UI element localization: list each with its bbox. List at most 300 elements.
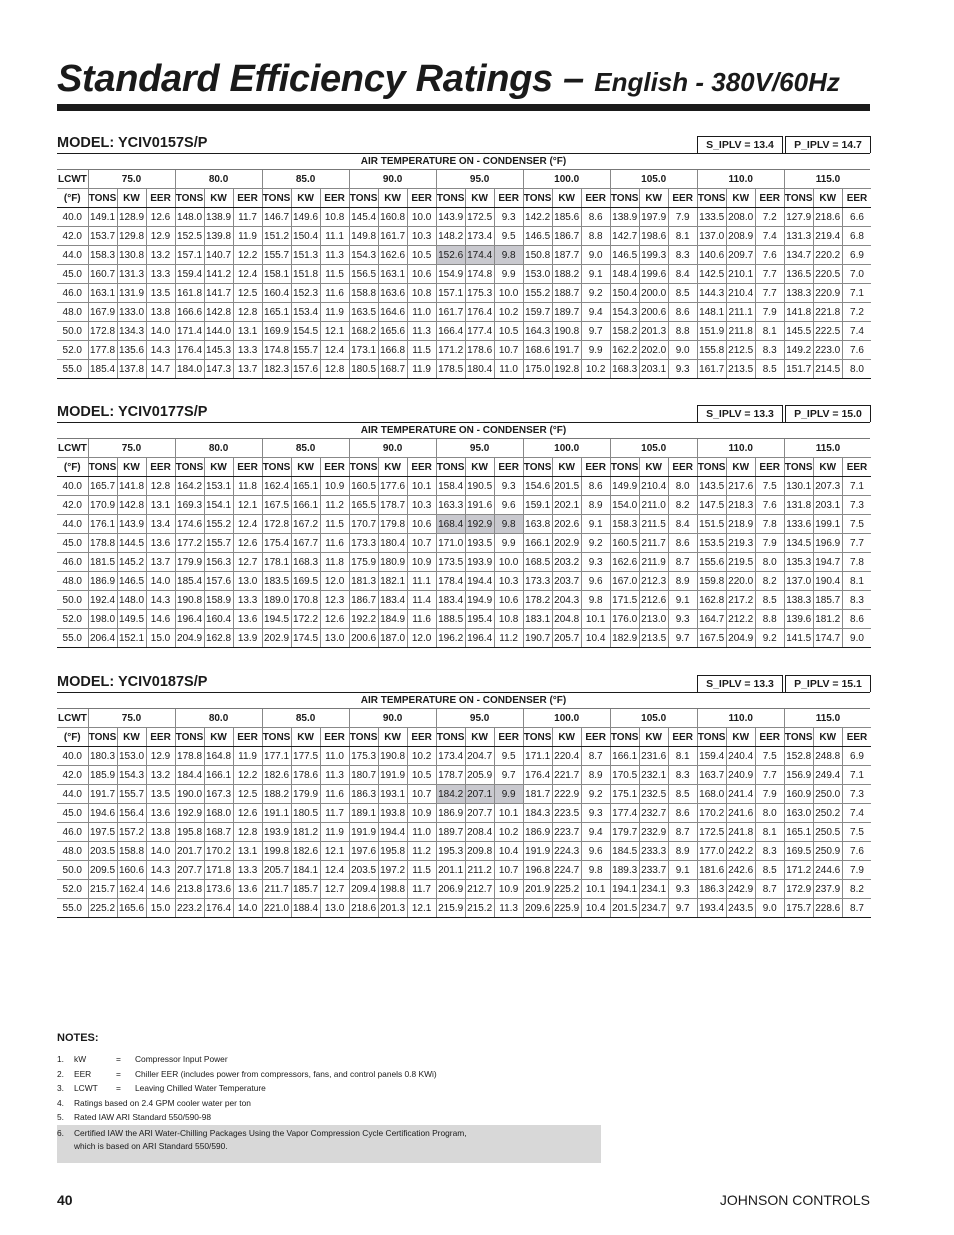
table-cell: 11.6 [320, 534, 349, 553]
table-cell: 10.8 [320, 208, 349, 227]
table-cell: 11.8 [233, 477, 262, 496]
sub-header: KW [117, 458, 146, 477]
table-cell: 218.6 [813, 208, 842, 227]
table-cell: 196.8 [523, 861, 552, 880]
table-cell: 10.0 [407, 208, 436, 227]
table-cell: 163.1 [88, 284, 117, 303]
air-temp-header: 115.0 [784, 170, 871, 189]
table-cell: 170.7 [349, 515, 378, 534]
table-cell: 159.4 [175, 265, 204, 284]
table-cell: 209.4 [349, 880, 378, 899]
table-cell: 171.2 [784, 861, 813, 880]
table-cell: 12.5 [233, 785, 262, 804]
table-cell: 13.0 [233, 572, 262, 591]
table-cell: 9.7 [494, 766, 523, 785]
sub-header: TONS [262, 189, 291, 208]
table-cell: 8.5 [668, 785, 697, 804]
table-cell: 181.3 [349, 572, 378, 591]
table-row [57, 284, 871, 303]
lcwt-cell: 50.0 [57, 591, 88, 610]
lcwt-cell: 52.0 [57, 341, 88, 360]
table-cell: 185.7 [291, 880, 320, 899]
sub-header: TONS [262, 458, 291, 477]
sub-header: TONS [88, 458, 117, 477]
table-cell: 12.4 [320, 341, 349, 360]
table-cell: 160.5 [349, 477, 378, 496]
table-cell: 168.0 [697, 785, 726, 804]
table-cell: 182.9 [610, 629, 639, 648]
table-cell: 158.3 [88, 246, 117, 265]
table-cell: 8.7 [668, 553, 697, 572]
table-cell: 144.3 [697, 284, 726, 303]
table-cell: 8.6 [668, 303, 697, 322]
table-cell: 160.9 [784, 785, 813, 804]
lcwt-cell: 42.0 [57, 227, 88, 246]
table-cell: 11.3 [407, 322, 436, 341]
table-cell: 207.7 [465, 804, 494, 823]
table-cell: 240.9 [726, 766, 755, 785]
table-cell: 179.9 [175, 553, 204, 572]
table-cell: 7.7 [755, 766, 784, 785]
sub-header: KW [639, 189, 668, 208]
model-name: MODEL: YCIV0157S/P [57, 135, 208, 151]
table-cell: 164.8 [204, 747, 233, 766]
table-cell: 9.8 [581, 861, 610, 880]
table-cell: 178.4 [436, 572, 465, 591]
table-cell: 167.0 [610, 572, 639, 591]
table-cell: 173.1 [349, 341, 378, 360]
title-sub: English - 380V/60Hz [594, 67, 840, 97]
table-cell: 171.4 [175, 322, 204, 341]
table-cell: 155.7 [262, 246, 291, 265]
table-row [57, 842, 871, 861]
table-cell: 188.2 [552, 265, 581, 284]
table-cell: 161.7 [436, 303, 465, 322]
table-cell: 188.2 [262, 785, 291, 804]
table-cell: 11.0 [494, 360, 523, 379]
sub-header: EER [494, 728, 523, 747]
table-cell: 13.5 [146, 284, 175, 303]
table-cell: 200.0 [639, 284, 668, 303]
lcwt-cell: 46.0 [57, 553, 88, 572]
table-cell: 179.7 [610, 823, 639, 842]
table-cell: 180.4 [465, 360, 494, 379]
table-cell: 148.0 [117, 591, 146, 610]
table-cell: 6.8 [842, 227, 871, 246]
table-cell: 220.2 [813, 246, 842, 265]
table-cell: 149.6 [291, 208, 320, 227]
sub-header: TONS [784, 189, 813, 208]
table-cell: 192.4 [88, 591, 117, 610]
sub-header: TONS [523, 728, 552, 747]
table-cell: 9.1 [668, 591, 697, 610]
table-cell: 9.9 [494, 785, 523, 804]
table-cell: 164.7 [697, 610, 726, 629]
table-cell: 7.2 [755, 208, 784, 227]
table-cell: 183.4 [378, 591, 407, 610]
table-cell: 222.5 [813, 322, 842, 341]
table-cell: 128.9 [117, 208, 146, 227]
table-cell: 167.2 [291, 515, 320, 534]
table-cell: 164.2 [175, 477, 204, 496]
table-row [57, 208, 871, 227]
table-cell: 207.7 [175, 861, 204, 880]
table-cell: 158.4 [436, 477, 465, 496]
table-cell: 12.7 [320, 880, 349, 899]
table-cell: 8.7 [842, 899, 871, 918]
table-cell: 198.8 [378, 880, 407, 899]
table-cell: 207.3 [813, 477, 842, 496]
table-cell: 11.9 [233, 227, 262, 246]
table-cell: 9.6 [494, 496, 523, 515]
table-cell: 237.9 [813, 880, 842, 899]
table-cell: 142.8 [204, 303, 233, 322]
table-cell: 168.0 [204, 804, 233, 823]
table-cell: 11.5 [407, 861, 436, 880]
table-cell: 214.5 [813, 360, 842, 379]
table-cell: 10.2 [407, 747, 436, 766]
table-cell: 175.0 [523, 360, 552, 379]
table-cell: 7.6 [755, 246, 784, 265]
table-cell: 182.6 [262, 766, 291, 785]
sub-header: EER [668, 189, 697, 208]
table-cell: 8.0 [668, 477, 697, 496]
note-number: 3. [57, 1083, 64, 1093]
table-cell: 8.1 [755, 823, 784, 842]
sub-header: EER [233, 189, 262, 208]
table-cell: 177.0 [697, 842, 726, 861]
table-cell: 9.6 [581, 842, 610, 861]
table-cell: 8.2 [668, 496, 697, 515]
table-cell: 202.9 [262, 629, 291, 648]
sub-header: KW [639, 728, 668, 747]
note-text: Certified IAW the ARI Water-Chilling Packages Using the Vapor Compression Cycle Certification Program, [74, 1127, 467, 1138]
sub-header: TONS [697, 189, 726, 208]
table-cell: 152.5 [175, 227, 204, 246]
table-cell: 9.8 [494, 246, 523, 265]
sub-header: TONS [88, 728, 117, 747]
table-cell: 185.6 [552, 208, 581, 227]
table-cell: 10.2 [581, 360, 610, 379]
table-cell: 178.6 [465, 341, 494, 360]
sub-header: TONS [175, 189, 204, 208]
table-cell: 209.6 [523, 899, 552, 918]
table-cell: 11.6 [407, 610, 436, 629]
unit-header: (°F) [57, 189, 88, 208]
table-cell: 14.7 [146, 360, 175, 379]
table-cell: 142.7 [610, 227, 639, 246]
table-cell: 164.6 [378, 303, 407, 322]
table-cell: 173.5 [436, 553, 465, 572]
table-cell: 10.4 [581, 629, 610, 648]
lcwt-cell: 52.0 [57, 880, 88, 899]
table-cell: 166.1 [204, 766, 233, 785]
table-cell: 191.9 [523, 842, 552, 861]
table-row [57, 246, 871, 265]
table-cell: 139.8 [204, 227, 233, 246]
note-abbr: LCWT [74, 1083, 98, 1093]
table-cell: 172.8 [88, 322, 117, 341]
table-cell: 145.3 [204, 341, 233, 360]
table-cell: 180.9 [378, 553, 407, 572]
sub-header: TONS [523, 189, 552, 208]
table-cell: 194.1 [610, 880, 639, 899]
table-cell: 220.5 [813, 265, 842, 284]
air-temp-header: 105.0 [610, 709, 697, 728]
table-cell: 155.2 [204, 515, 233, 534]
table-cell: 13.7 [233, 360, 262, 379]
table-cell: 167.9 [88, 303, 117, 322]
table-cell: 9.3 [581, 804, 610, 823]
table-cell: 13.6 [233, 610, 262, 629]
table-cell: 212.7 [465, 880, 494, 899]
table-cell: 165.1 [291, 477, 320, 496]
table-cell: 218.6 [349, 899, 378, 918]
table-cell: 12.1 [233, 496, 262, 515]
table-cell: 12.9 [146, 747, 175, 766]
sub-header: KW [726, 189, 755, 208]
table-cell: 194.5 [262, 610, 291, 629]
table-cell: 9.3 [668, 880, 697, 899]
note-text: Compressor Input Power [135, 1054, 228, 1064]
table-cell: 9.1 [581, 515, 610, 534]
table-cell: 250.5 [813, 823, 842, 842]
table-cell: 165.5 [349, 496, 378, 515]
table-cell: 166.8 [378, 341, 407, 360]
table-cell: 225.2 [552, 880, 581, 899]
table-cell: 162.8 [697, 591, 726, 610]
table-cell: 233.7 [639, 861, 668, 880]
air-temp-header: 110.0 [697, 709, 784, 728]
table-cell: 232.1 [639, 766, 668, 785]
table-cell: 179.8 [378, 515, 407, 534]
table-cell: 14.3 [146, 341, 175, 360]
table-cell: 165.1 [784, 823, 813, 842]
table-cell: 13.6 [233, 880, 262, 899]
table-cell: 190.8 [552, 322, 581, 341]
table-cell: 149.5 [117, 610, 146, 629]
table-cell: 177.1 [262, 747, 291, 766]
air-temp-header: 90.0 [349, 170, 436, 189]
table-cell: 176.1 [88, 515, 117, 534]
table-cell: 178.8 [175, 747, 204, 766]
table-cell: 10.4 [494, 842, 523, 861]
table-cell: 146.5 [117, 572, 146, 591]
table-cell: 212.2 [726, 610, 755, 629]
table-cell: 170.8 [291, 591, 320, 610]
table-cell: 184.5 [610, 842, 639, 861]
table-cell: 131.9 [117, 284, 146, 303]
table-cell: 9.7 [668, 899, 697, 918]
table-cell: 135.6 [117, 341, 146, 360]
table-cell: 129.8 [117, 227, 146, 246]
sub-header: TONS [436, 728, 465, 747]
table-cell: 169.5 [784, 842, 813, 861]
sub-header: EER [755, 728, 784, 747]
table-cell: 177.2 [175, 534, 204, 553]
table-cell: 11.0 [407, 823, 436, 842]
table-cell: 10.6 [494, 591, 523, 610]
table-cell: 215.9 [436, 899, 465, 918]
sub-header: EER [320, 189, 349, 208]
sub-header: TONS [610, 728, 639, 747]
table-row [57, 785, 871, 804]
table-cell: 211.5 [639, 515, 668, 534]
table-cell: 9.0 [668, 341, 697, 360]
table-cell: 8.1 [842, 572, 871, 591]
table-cell: 211.1 [726, 303, 755, 322]
air-temp-header: 115.0 [784, 709, 871, 728]
p-iplv: P_IPLV = 15.0 [785, 405, 871, 422]
table-cell: 202.0 [639, 341, 668, 360]
lcwt-header: LCWT [57, 439, 88, 458]
table-cell: 178.7 [436, 766, 465, 785]
model-name: MODEL: YCIV0177S/P [57, 404, 208, 420]
table-cell: 9.8 [581, 591, 610, 610]
table-cell: 11.1 [407, 572, 436, 591]
table-cell: 7.9 [842, 861, 871, 880]
table-cell: 205.9 [465, 766, 494, 785]
table-cell: 9.7 [581, 322, 610, 341]
table-cell: 9.0 [842, 629, 871, 648]
table-cell: 170.2 [204, 842, 233, 861]
table-cell: 193.8 [378, 804, 407, 823]
table-cell: 151.2 [262, 227, 291, 246]
table-cell: 175.9 [349, 553, 378, 572]
table-cell: 198.0 [88, 610, 117, 629]
table-cell: 6.6 [842, 208, 871, 227]
air-temp-header: 105.0 [610, 439, 697, 458]
model-section [57, 672, 870, 918]
table-cell: 215.7 [88, 880, 117, 899]
table-cell: 7.8 [755, 515, 784, 534]
sub-header: EER [581, 458, 610, 477]
sub-header: EER [668, 728, 697, 747]
air-temp-header: 100.0 [523, 439, 610, 458]
table-cell: 9.0 [755, 899, 784, 918]
table-cell: 176.4 [523, 766, 552, 785]
table-cell: 10.3 [407, 227, 436, 246]
sub-header: KW [378, 728, 407, 747]
table-cell: 141.2 [204, 265, 233, 284]
table-cell: 190.4 [813, 572, 842, 591]
sub-header: KW [204, 189, 233, 208]
air-temp-header: 90.0 [349, 709, 436, 728]
table-cell: 219.4 [813, 227, 842, 246]
sub-header: EER [407, 189, 436, 208]
table-cell: 211.7 [262, 880, 291, 899]
table-cell: 172.8 [262, 515, 291, 534]
sub-header: EER [320, 728, 349, 747]
table-cell: 10.0 [494, 284, 523, 303]
air-temp-header: 75.0 [88, 170, 175, 189]
lcwt-cell: 55.0 [57, 899, 88, 918]
table-cell: 171.0 [436, 534, 465, 553]
table-cell: 169.3 [175, 496, 204, 515]
company-name: JOHNSON CONTROLS [719, 1192, 870, 1208]
p-iplv: P_IPLV = 15.1 [785, 675, 871, 692]
table-cell: 181.5 [88, 553, 117, 572]
table-cell: 7.4 [755, 227, 784, 246]
table-cell: 163.3 [436, 496, 465, 515]
table-cell: 203.7 [552, 572, 581, 591]
note-item [57, 1081, 657, 1096]
table-cell: 231.6 [639, 747, 668, 766]
table-cell: 213.5 [726, 360, 755, 379]
table-cell: 242.2 [726, 842, 755, 861]
table-cell: 178.8 [88, 534, 117, 553]
table-cell: 8.5 [755, 360, 784, 379]
table-cell: 232.5 [639, 785, 668, 804]
note-item-certified [57, 1125, 601, 1163]
table-cell: 210.4 [639, 477, 668, 496]
table-cell: 158.8 [117, 842, 146, 861]
table-cell: 13.9 [233, 629, 262, 648]
table-cell: 175.3 [465, 284, 494, 303]
table-cell: 153.7 [88, 227, 117, 246]
note-item [57, 1052, 657, 1067]
air-temp-header: 95.0 [436, 709, 523, 728]
table-row [57, 747, 871, 766]
table-cell: 178.7 [378, 496, 407, 515]
table-cell: 172.5 [465, 208, 494, 227]
table-cell: 168.7 [378, 360, 407, 379]
note-equals: = [116, 1083, 121, 1093]
sub-header: TONS [697, 728, 726, 747]
table-cell: 138.9 [610, 208, 639, 227]
notes-section [57, 1032, 657, 1163]
table-cell: 9.1 [581, 265, 610, 284]
table-cell: 240.4 [726, 747, 755, 766]
table-cell: 189.7 [552, 303, 581, 322]
s-iplv: S_IPLV = 13.4 [697, 136, 783, 153]
table-cell: 185.4 [88, 360, 117, 379]
table-cell: 190.8 [378, 747, 407, 766]
table-cell: 201.5 [610, 899, 639, 918]
table-cell: 168.5 [523, 553, 552, 572]
table-cell: 223.0 [813, 341, 842, 360]
table-cell: 199.3 [639, 246, 668, 265]
table-cell: 211.7 [639, 534, 668, 553]
table-cell: 186.7 [552, 227, 581, 246]
table-cell: 7.9 [668, 208, 697, 227]
table-row [57, 553, 871, 572]
p-iplv: P_IPLV = 14.7 [785, 136, 871, 153]
table-cell: 9.8 [494, 515, 523, 534]
table-cell: 134.7 [784, 246, 813, 265]
air-temp-header: 75.0 [88, 709, 175, 728]
table-cell: 208.9 [726, 227, 755, 246]
sub-header: TONS [175, 728, 204, 747]
table-cell: 9.4 [581, 303, 610, 322]
table-cell: 137.0 [697, 227, 726, 246]
table-cell: 8.2 [755, 572, 784, 591]
model-section [57, 133, 870, 379]
table-cell: 172.5 [697, 823, 726, 842]
lcwt-cell: 50.0 [57, 861, 88, 880]
sub-header: EER [755, 458, 784, 477]
table-cell: 11.2 [320, 496, 349, 515]
air-temp-header: 80.0 [175, 170, 262, 189]
sub-header: KW [726, 728, 755, 747]
table-cell: 8.3 [668, 246, 697, 265]
table-cell: 190.7 [523, 629, 552, 648]
table-cell: 177.4 [610, 804, 639, 823]
table-cell: 7.9 [755, 534, 784, 553]
table-cell: 191.9 [349, 823, 378, 842]
table-cell: 133.6 [784, 515, 813, 534]
table-cell: 163.7 [697, 766, 726, 785]
